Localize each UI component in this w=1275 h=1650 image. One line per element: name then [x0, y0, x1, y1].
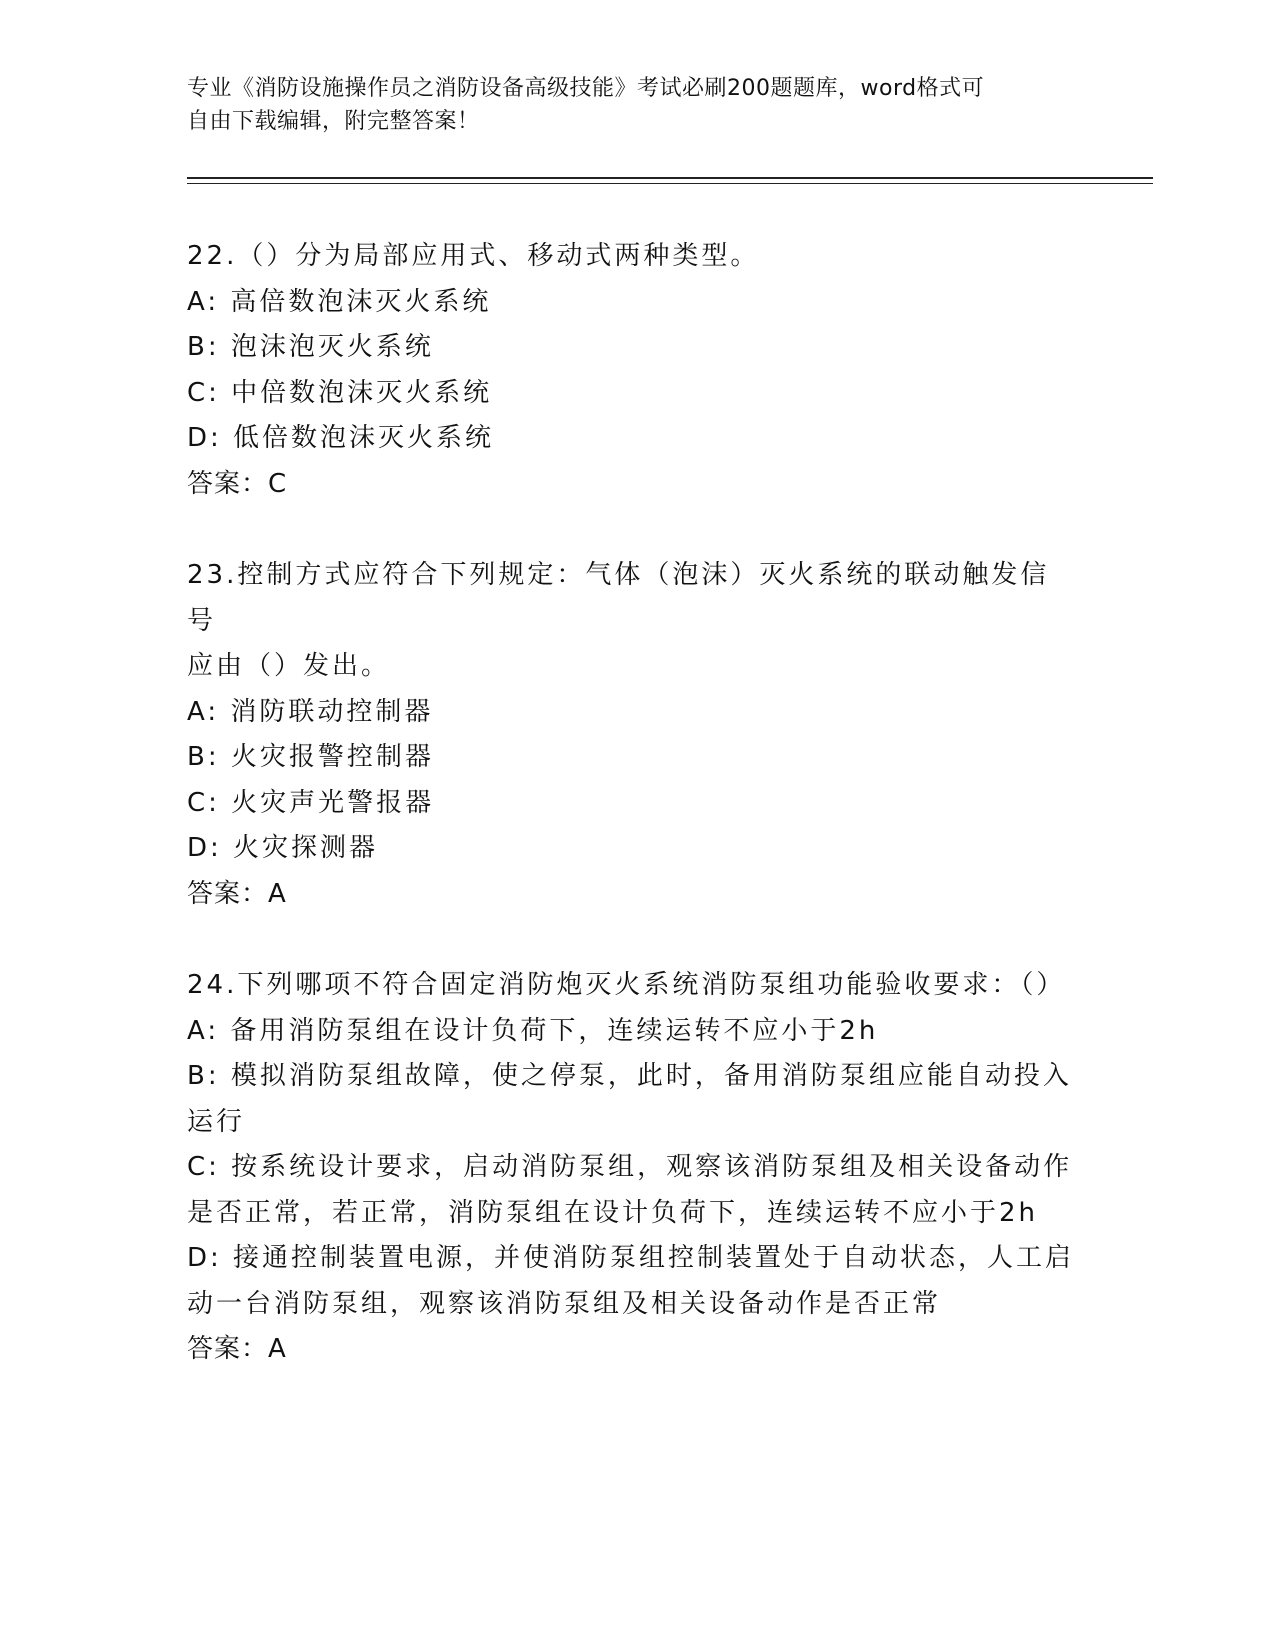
- option-a: A: 消防联动控制器: [187, 696, 434, 727]
- answer-label: 答案：A: [187, 1334, 287, 1364]
- header-divider-thin: [187, 183, 1153, 184]
- option-a: A: 高倍数泡沫灭火系统: [187, 286, 492, 317]
- option-d: D: 火灾探测器: [187, 833, 379, 863]
- option-c: C: 按系统设计要求，启动消防泵组，观察该消防泵组及相关设备动作: [187, 1152, 1073, 1182]
- option-b: B: 模拟消防泵组故障，使之停泵，此时，备用消防泵组应能自动投入: [187, 1061, 1072, 1091]
- header-line-1: 专业《消防设施操作员之消防设备高级技能》考试必刷200题题库，word格式可: [187, 76, 985, 101]
- answer-label: 答案：A: [187, 878, 287, 909]
- question-stem-cont: 应由（）发出。: [187, 651, 391, 681]
- option-a: A: 备用消防泵组在设计负荷下，连续运转不应小于2h: [187, 1015, 879, 1046]
- option-c: C: 火灾声光警报器: [187, 787, 435, 818]
- option-b: B: 泡沫泡灭火系统: [187, 332, 434, 362]
- option-d: D: 接通控制装置电源，并使消防泵组控制装置处于自动状态，人工启: [187, 1243, 1075, 1273]
- question-list: [187, 234, 1077, 1419]
- option-d: D: 低倍数泡沫灭火系统: [187, 423, 495, 453]
- question-stem: 24.下列哪项不符合固定消防炮灭火系统消防泵组功能验收要求：（）: [187, 970, 1066, 1000]
- header-line-2: 自由下载编辑，附完整答案！: [187, 109, 480, 134]
- answer-label: 答案：C: [187, 468, 288, 499]
- document-header: [187, 72, 1087, 138]
- question-stem: 23.控制方式应符合下列规定：气体（泡沫）灭火系统的联动触发信号: [187, 560, 1050, 636]
- question-23: [187, 553, 1077, 917]
- question-24: [187, 963, 1077, 1373]
- option-b-cont: 运行: [187, 1106, 246, 1137]
- option-c: C: 中倍数泡沫灭火系统: [187, 377, 493, 408]
- question-stem: 22.（）分为局部应用式、移动式两种类型。: [187, 241, 760, 271]
- header-divider-thick: [187, 177, 1153, 179]
- option-b: B: 火灾报警控制器: [187, 742, 434, 772]
- question-22: [187, 234, 1077, 507]
- option-d-cont: 动一台消防泵组，观察该消防泵组及相关设备动作是否正常: [187, 1288, 942, 1319]
- option-c-cont: 是否正常，若正常，消防泵组在设计负荷下，连续运转不应小于2h: [187, 1197, 1039, 1228]
